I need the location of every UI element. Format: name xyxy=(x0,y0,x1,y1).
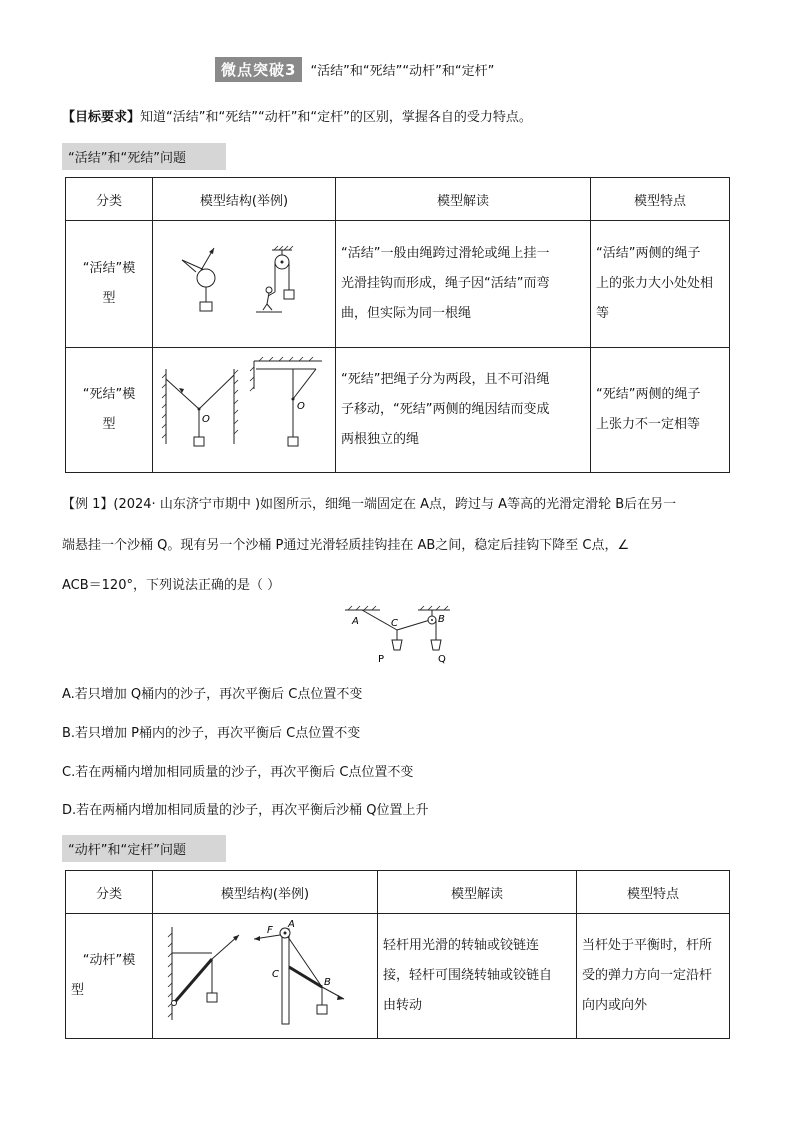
live-knot-diagram xyxy=(154,222,332,342)
label-o-right: O xyxy=(297,401,305,412)
header-structure: 模型结构(举例) xyxy=(153,871,378,914)
label-c: C xyxy=(272,969,279,980)
label-o-left: O xyxy=(202,414,210,425)
option-d[interactable]: D.若在两桶内增加相同质量的沙子，再次平衡后沙桶 Q位置上升 xyxy=(62,803,429,818)
table-rods xyxy=(65,870,730,1039)
header-category: 分类 xyxy=(66,871,153,914)
label-a: A xyxy=(352,616,359,627)
cell-category: “死结”模 型 xyxy=(66,348,153,473)
header-reading: 模型解读 xyxy=(336,178,591,221)
example-line-1: 【例 1】(2024· 山东济宁市期中 )如图所示，细绳一端固定在 A点，跨过与 A等高的光滑定滑轮 B后在另一 xyxy=(62,497,677,512)
movable-rod-diagram xyxy=(154,915,374,1033)
example-line-2: 端悬挂一个沙桶 Q。现有另一个沙桶 P通过光滑轻质挂钩挂在 AB之间，稳定后挂钩下降至 C点，∠ xyxy=(62,538,630,553)
section2-heading: “动杆”和“定杆”问题 xyxy=(62,835,226,862)
table-row-live-knot xyxy=(66,221,730,348)
label-b: B xyxy=(324,977,331,988)
goal-text: 知道“活结”和“死结”“动杆”和“定杆”的区别，掌握各自的受力特点。 xyxy=(140,110,532,125)
table-row-dead-knot xyxy=(66,348,730,473)
label-f: F xyxy=(267,925,273,936)
example-line-3: ACB＝120°，下列说法正确的是（ ） xyxy=(62,578,281,593)
cell-diagram-movable-rod xyxy=(153,914,378,1039)
cell-feature: “活结”两侧的绳子 上的张力大小处处相 等 xyxy=(591,221,730,348)
goal-label: 【目标要求】 xyxy=(62,110,141,125)
cell-diagram-live-knot xyxy=(153,221,336,348)
cell-reading: 轻杆用光滑的转轴或铰链连 接，轻杆可围绕转轴或铰链自 由转动 xyxy=(378,914,577,1039)
table-header-row xyxy=(66,178,730,221)
header-feature: 模型特点 xyxy=(577,871,730,914)
cell-diagram-dead-knot xyxy=(153,348,336,473)
goal-statement xyxy=(62,106,532,125)
option-c[interactable]: C.若在两桶内增加相同质量的沙子，再次平衡后 C点位置不变 xyxy=(62,765,414,780)
header-structure: 模型结构(举例) xyxy=(153,178,336,221)
label-q: Q xyxy=(438,654,446,665)
cell-feature: “死结”两侧的绳子 上张力不一定相等 xyxy=(591,348,730,473)
table-knots xyxy=(65,177,730,473)
option-b[interactable]: B.若只增加 P桶内的沙子，再次平衡后 C点位置不变 xyxy=(62,726,361,741)
cell-reading: “死结”把绳子分为两段，且不可沿绳 子移动，“死结”两侧的绳因结而变成 两根独立的绳 xyxy=(336,348,591,473)
header-reading: 模型解读 xyxy=(378,871,577,914)
cell-feature: 当杆处于平衡时，杆所 受的弹力方向一定沿杆 向内或向外 xyxy=(577,914,730,1039)
example-figure xyxy=(340,602,460,668)
table-header-row xyxy=(66,871,730,914)
header-category: 分类 xyxy=(66,178,153,221)
cell-category: “动杆”模 型 xyxy=(66,914,153,1039)
header-feature: 模型特点 xyxy=(591,178,730,221)
label-c: C xyxy=(391,618,398,629)
page-title xyxy=(215,58,494,80)
label-p: P xyxy=(378,654,385,665)
cell-reading: “活结”一般由绳跨过滑轮或绳上挂一 光滑挂钩而形成，绳子因“活结”而弯 曲，但实际为同一根绳 xyxy=(336,221,591,348)
title-text: “活结”和“死结”“动杆”和“定杆” xyxy=(310,63,495,79)
label-b: B xyxy=(438,614,445,625)
dead-knot-diagram xyxy=(154,349,332,467)
title-badge: 微点突破3 xyxy=(215,57,302,82)
option-a[interactable]: A.若只增加 Q桶内的沙子，再次平衡后 C点位置不变 xyxy=(62,687,363,702)
table-row-movable-rod xyxy=(66,914,730,1039)
section1-heading: “活结”和“死结”问题 xyxy=(62,143,226,170)
label-a: A xyxy=(288,919,295,930)
cell-category: “活结”模 型 xyxy=(66,221,153,348)
